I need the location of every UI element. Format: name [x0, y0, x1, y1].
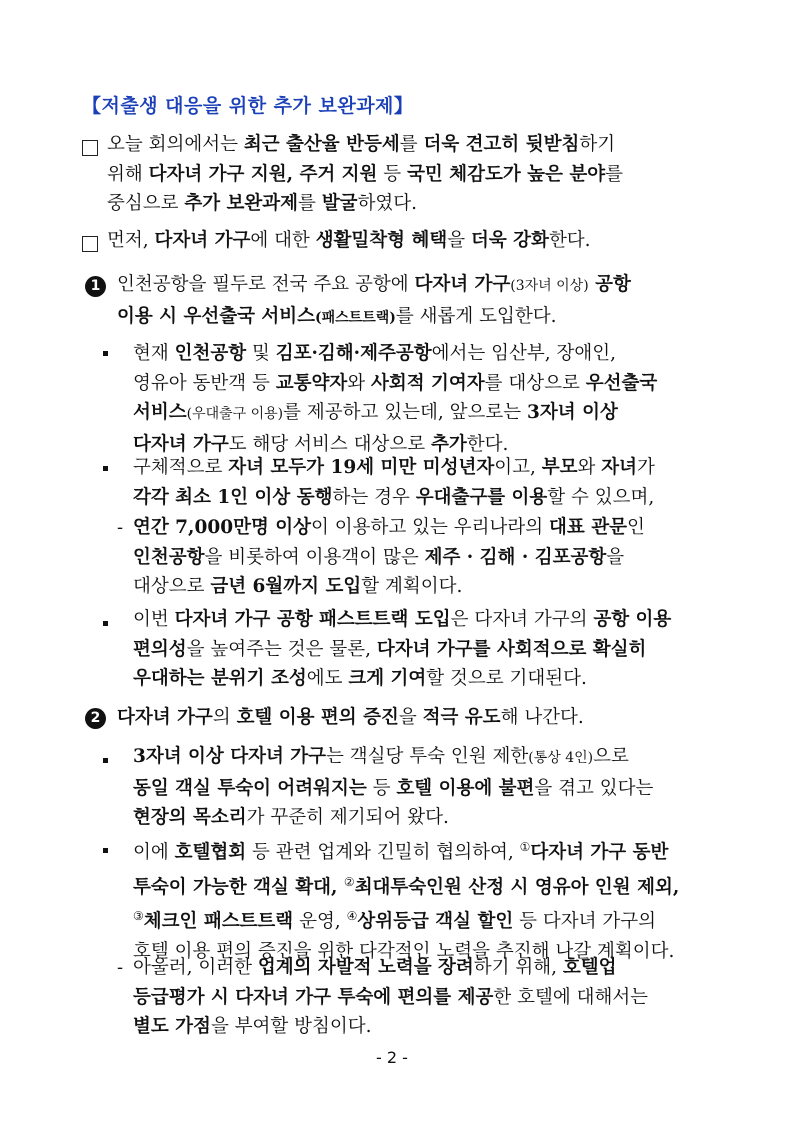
sub-item-airports-schedule: 연간 7,000만명 이상이 이용하고 있는 우리나라의 대표 관문인 인천공항을 비롯하여 이용객이 많은 제주 · 김해 · 김포공항을 대상으로 금년 6월까지 도입할 계획이다. [133, 517, 645, 597]
bullet-current-service: 현재 인천공항 및 김포·김해·제주공항에서는 임산부, 장애인, 영유아 동반객 등 교통약자와 사회적 기여자를 대상으로 우선출국 서비스(우대출구 이용)를 제공하고 있는데, 앞으로는 3자녀 이상 다자녀 가구도 해당 서비스 대상으로 추가한다. [133, 343, 658, 455]
page-number: - 2 - [376, 1048, 408, 1067]
number-2-marker: 2 [85, 708, 106, 729]
dash-marker: - [117, 957, 124, 978]
bullet-square-icon [103, 758, 108, 763]
paragraph-meeting: 오늘 회의에서는 최근 출산율 반등세를 더욱 견고히 뒷받침하기 위해 다자녀 가구 지원, 주거 지원 등 국민 체감도가 높은 분야를 중심으로 추가 보완과제를 발굴하였다. [107, 134, 623, 214]
bullet-eligibility: 구체적으로 자녀 모두가 19세 미만 미성년자이고, 부모와 자녀가 각각 최소 1인 이상 동행하는 경우 우대출구를 이용할 수 있으며, [133, 457, 655, 508]
bullet-hotel-issue: 3자녀 이상 다자녀 가구는 객실당 투숙 인원 제한(통상 4인)으로 동일 객실 투숙이 어려워지는 등 호텔 이용에 불편을 겪고 있다는 현장의 목소리가 꾸준히 제기되어 왔다. [133, 746, 654, 828]
bullet-hotel-measures: 이에 호텔협회 등 관련 업계와 긴밀히 협의하여, ①다자녀 가구 동반 투숙이 가능한 객실 확대, ②최대투숙인원 산정 시 영유아 인원 제외, ③체크인 패스트트랙 운영, ④상위등급 객실 할인 등 다자녀 가구의 호텔 이용 편의 증진을 위한 다각적인 노력을 추진해 나갈 계획이다. [133, 840, 680, 962]
number-1-marker: 1 [85, 276, 106, 297]
bullet-square-icon [103, 621, 108, 626]
bullet-square-icon [103, 848, 108, 853]
item-hotel-convenience: 다자녀 가구의 호텔 이용 편의 증진을 적극 유도해 나간다. [117, 707, 584, 728]
bullet-square-icon [103, 466, 108, 471]
sub-item-hotel-rating: 아울러, 이러한 업계의 자발적 노력을 장려하기 위해, 호텔업 등급평가 시 다자녀 가구 투숙에 편의를 제공한 호텔에 대해서는 별도 가점을 부여할 방침이다. [133, 957, 649, 1037]
dash-marker: - [117, 517, 124, 538]
paragraph-first: 먼저, 다자녀 가구에 대한 생활밀착형 혜택을 더욱 강화한다. [107, 230, 591, 251]
checkbox-square-icon [82, 236, 98, 252]
bullet-expected-effect: 이번 다자녀 가구 공항 패스트트랙 도입은 다자녀 가구의 공항 이용 편의성을 높여주는 것은 물론, 다자녀 가구를 사회적으로 확실히 우대하는 분위기 조성에도 크게 기여할 것으로 기대된다. [133, 609, 672, 689]
checkbox-square-icon [82, 140, 98, 156]
item-airport-fasttrack: 인천공항을 필두로 전국 주요 공항에 다자녀 가구(3자녀 이상) 공항 이용 시 우선출국 서비스(패스트트랙)를 새롭게 도입한다. [117, 274, 631, 327]
bullet-square-icon [103, 351, 108, 356]
section-title: 【저출생 대응을 위한 추가 보완과제】 [82, 95, 414, 117]
